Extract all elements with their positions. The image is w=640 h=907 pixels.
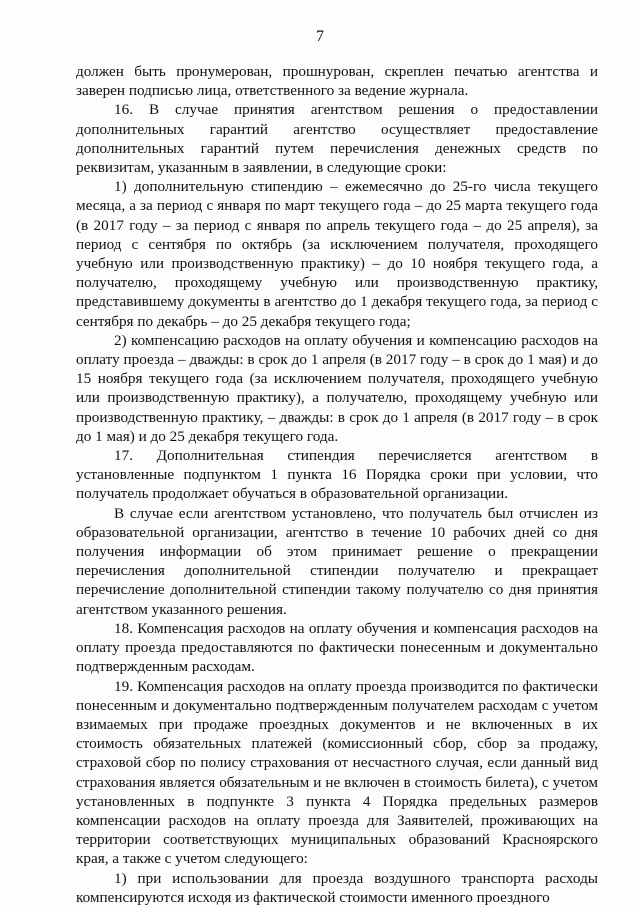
paragraph-18: 18. Компенсация расходов на оплату обучения и компенсация расходов на оплату проезда предоставляются по фактически понесенным и документально подтвержденным расходам.: [76, 619, 598, 676]
paragraph-16: 16. В случае принятия агентством решения о предоставлении дополнительных гарантий агентство осуществляет предоставление дополнительных гарантий путем перечисления денежных средств по реквизитам, указанным в заявлении, в следующие сроки:: [76, 101, 598, 177]
paragraph-continuation: должен быть пронумерован, прошнурован, скреплен печатью агентства и заверен подписью лица, ответственного за ведение журнала.: [76, 63, 598, 100]
paragraph-19-1: 1) при использовании для проезда воздушного транспорта расходы компенсируются исходя из фактической стоимости именного проездного: [76, 869, 598, 906]
paragraph-16-2: 2) компенсацию расходов на оплату обучения и компенсацию расходов на оплату проезда – дважды: в срок до 1 апреля (в 2017 году – в срок до 1 мая) и до 15 ноября текущего года (за исключением получателя, проходящего учебную или производственную практику), а получателю, проходящему учебную или производственную практику, – дважды: в срок до 1 апреля (в 2017 году – в срок до 1 мая) и до 25 декабря текущего года.: [76, 331, 598, 445]
paragraph-16-1: 1) дополнительную стипендию – ежемесячно до 25-го числа текущего месяца, а за период с января по март текущего года – до 25 марта текущего года (в 2017 году – за период с января по апрель текущего года – до 25 апреля), за период с сентября по октябрь (за исключением получателя, проходящего учебную или производственную практику) – до 10 ноября текущего года, а получателю, проходящему учебную или производственную практику, представившему документы в агентство до 1 декабря текущего года, за период с сентября по декабрь – до 25 декабря текущего года;: [76, 178, 598, 330]
paragraph-19: 19. Компенсация расходов на оплату проезда производится по фактически понесенным и документально подтвержденным получателем расходам с учетом взимаемых при продаже проездных документов и не включенных в их стоимость обязательных платежей (комиссионный сбор, сбор за продажу, страховой сбор по полису страхования от несчастного случая, если данный вид страхования является обязательным и не включен в стоимость билета), с учетом установленных в подпункте 3 пункта 4 Порядка предельных размеров компенсации расходов на оплату проезда для Заявителей, проживающих на территории соответствующих муниципальных образований Красноярского края, а также с учетом следующего:: [76, 677, 598, 868]
page-number: 7: [316, 28, 324, 45]
paragraph-17-expulsion: В случае если агентством установлено, что получатель был отчислен из образовательной организации, агентство в течение 10 рабочих дней со дня получения информации об этом принимает решение о прекращении перечисления дополнительной стипендии получателю и прекращает перечисление дополнительной стипендии такому получателю со дня принятия агентством указанного решения.: [76, 504, 598, 618]
document-body: [76, 62, 598, 907]
paragraph-17: 17. Дополнительная стипендия перечисляется агентством в установленные подпунктом 1 пункта 16 Порядка сроки при условии, что получатель продолжает обучаться в образовательной организации.: [76, 447, 598, 503]
